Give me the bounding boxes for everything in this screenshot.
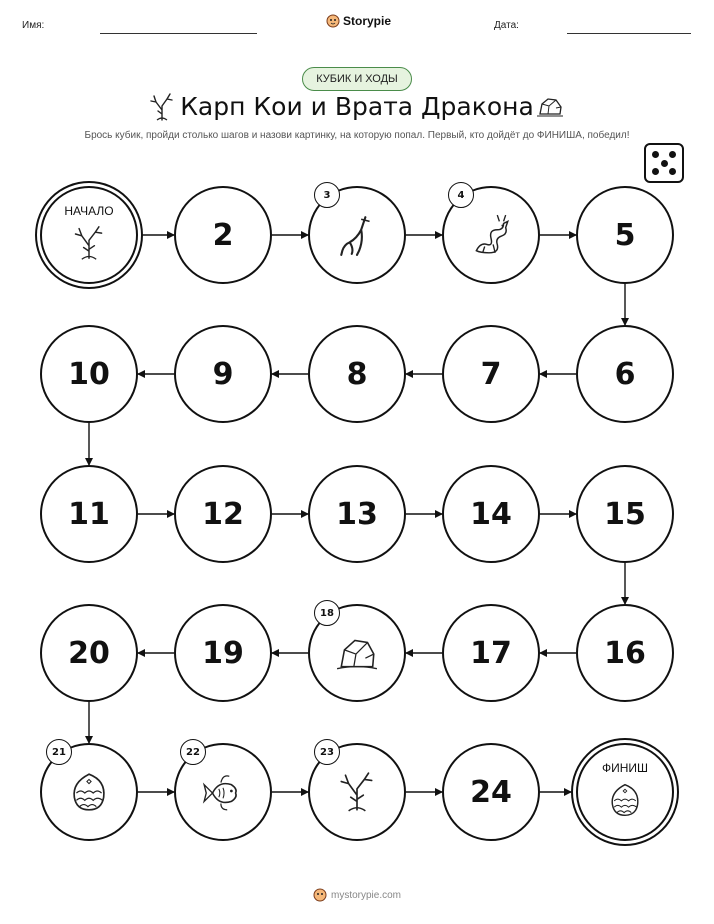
cell-number: 19 — [202, 635, 244, 671]
board-cell — [442, 604, 540, 702]
cell-number: 2 — [212, 217, 234, 253]
board-cell — [308, 465, 406, 563]
cell-number: 15 — [604, 496, 646, 532]
board-cell — [308, 743, 406, 841]
brand-name: Storypie — [343, 14, 392, 28]
board-cell — [576, 604, 674, 702]
cell-number-tag: 3 — [314, 182, 340, 208]
rock-icon — [335, 631, 379, 675]
antler-icon — [71, 224, 107, 262]
cell-number: 10 — [68, 356, 110, 392]
board-cell — [308, 325, 406, 423]
board-cell — [174, 186, 272, 284]
pearl-icon — [67, 770, 111, 814]
cell-number: 5 — [614, 217, 636, 253]
cell-number: 8 — [346, 356, 368, 392]
category-badge: КУБИК И ХОДЫ — [302, 67, 412, 91]
footer — [0, 888, 714, 902]
name-label: Имя: — [22, 20, 45, 31]
board-cell — [40, 604, 138, 702]
cell-label: ФИНИШ — [601, 761, 649, 775]
cell-number: 14 — [470, 496, 512, 532]
goldfish-icon — [201, 770, 245, 814]
board-cell — [174, 465, 272, 563]
cell-number-tag: 4 — [448, 182, 474, 208]
cell-number: 9 — [212, 356, 234, 392]
finish-cell — [576, 743, 674, 841]
cell-number: 16 — [604, 635, 646, 671]
pearl-icon — [607, 781, 643, 819]
board-cell — [308, 186, 406, 284]
cell-number: 12 — [202, 496, 244, 532]
cell-number-tag: 22 — [180, 739, 206, 765]
cell-number-tag: 21 — [46, 739, 72, 765]
dragon-icon — [469, 213, 513, 257]
cell-number: 11 — [68, 496, 110, 532]
board-cell — [442, 325, 540, 423]
board-cell — [40, 465, 138, 563]
cell-number-tag: 23 — [314, 739, 340, 765]
antler-icon — [335, 770, 379, 814]
cell-number: 13 — [336, 496, 378, 532]
instructions: Брось кубик, пройди столько шагов и назови картинку, на которую попал. Первый, кто дойдёт до ФИНИША, победил! — [84, 130, 630, 141]
footer-url: mystorypie.com — [330, 889, 401, 901]
board-cell — [174, 325, 272, 423]
cell-label: НАЧАЛО — [64, 204, 114, 218]
page-title: Карп Кои и Врата Дракона — [180, 92, 534, 121]
cell-number: 24 — [470, 774, 512, 810]
board-cell — [576, 325, 674, 423]
mascot-icon — [313, 888, 327, 902]
cell-number-tag: 18 — [314, 600, 340, 626]
board-cell — [576, 186, 674, 284]
cell-number: 6 — [614, 356, 636, 392]
cell-number: 17 — [470, 635, 512, 671]
cell-number: 20 — [68, 635, 110, 671]
board-cell — [40, 325, 138, 423]
board-cell — [442, 743, 540, 841]
date-label: Дата: — [494, 20, 519, 31]
board-cell — [174, 604, 272, 702]
board-cell — [442, 465, 540, 563]
board-cell — [40, 743, 138, 841]
board-cell — [442, 186, 540, 284]
board-cell — [308, 604, 406, 702]
claw-icon — [335, 213, 379, 257]
start-cell — [40, 186, 138, 284]
board-cell — [174, 743, 272, 841]
board-cell — [576, 465, 674, 563]
cell-number: 7 — [480, 356, 502, 392]
